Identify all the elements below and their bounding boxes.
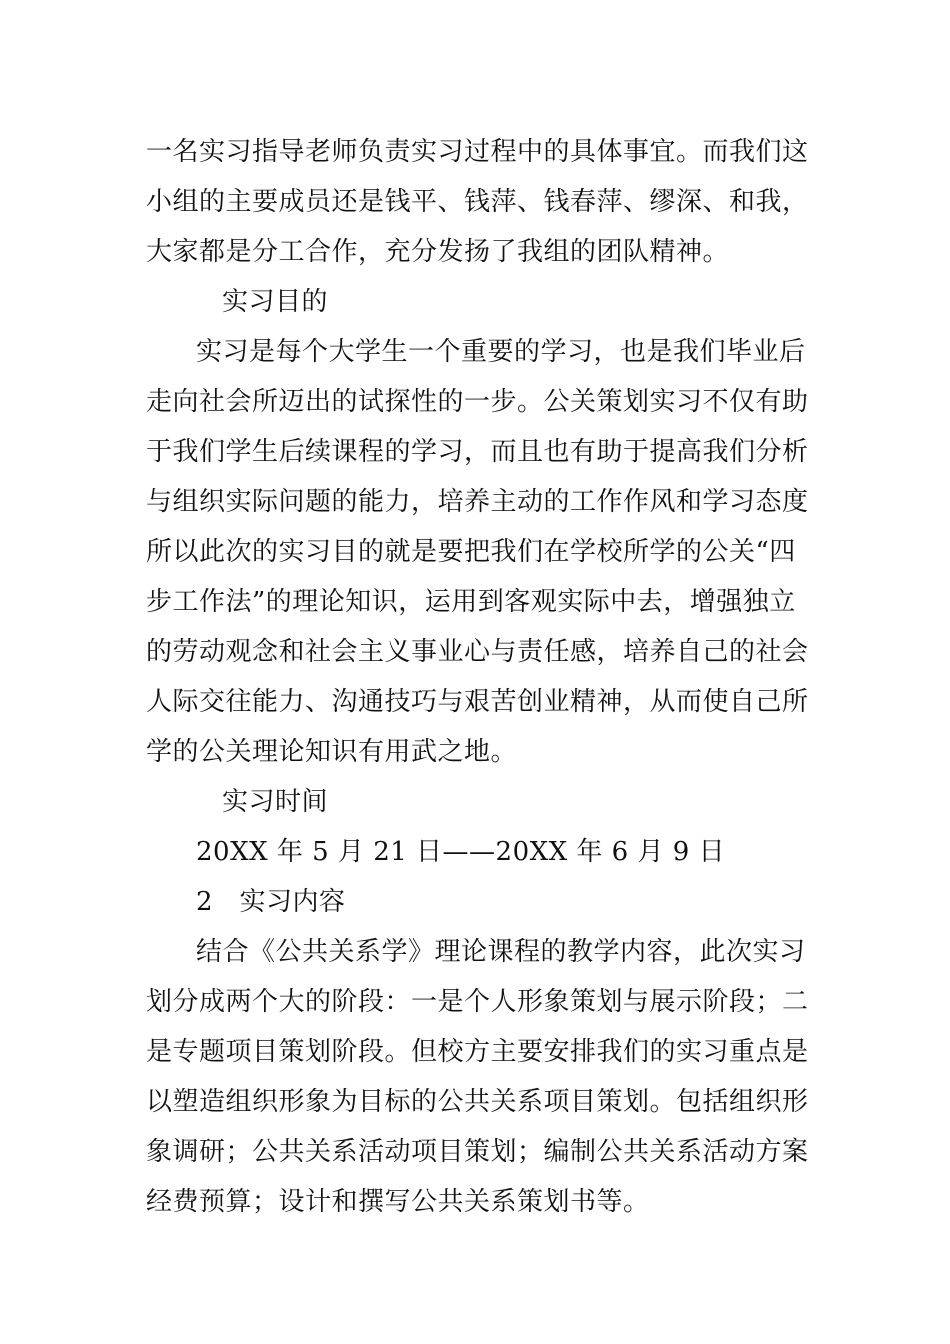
heading-time: 实习时间 — [222, 787, 329, 817]
paragraph-1-line-1: 一名实习指导老师负责实习过程中的具体事宜。而我们这 — [146, 137, 809, 167]
purpose-line-6: 步工作法”的理论知识，运用到客观实际中去，增强独立 — [146, 587, 796, 617]
purpose-line-3: 于我们学生后续课程的学习，而且也有助于提高我们分析 — [146, 437, 809, 467]
heading-purpose: 实习目的 — [222, 287, 329, 317]
purpose-line-2: 走向社会所迈出的试探性的一步。公关策划实习不仅有助 — [146, 387, 809, 417]
purpose-line-1: 实习是每个大学生一个重要的学习，也是我们毕业后 — [196, 337, 806, 367]
content-line-1: 结合《公共关系学》理论课程的教学内容，此次实习 — [196, 937, 806, 967]
content-line-3: 是专题项目策划阶段。但校方主要安排我们的实习重点是 — [146, 1037, 809, 1067]
heading-content: 2 实习内容 — [196, 887, 346, 917]
content-line-6: 经费预算；设计和撰写公共关系策划书等。 — [146, 1187, 650, 1217]
purpose-line-9: 学的公关理论知识有用武之地。 — [146, 737, 518, 767]
content-line-5: 象调研；公共关系活动项目策划；编制公共关系活动方案 — [146, 1137, 809, 1167]
purpose-line-4: 与组织实际问题的能力，培养主动的工作作风和学习态度 — [146, 487, 809, 517]
time-range: 20XX 年 5 月 21 日——20XX 年 6 月 9 日 — [196, 837, 726, 867]
content-line-4: 以塑造组织形象为目标的公共关系项目策划。包括组织形 — [146, 1087, 809, 1117]
content-line-2: 划分成两个大的阶段：一是个人形象策划与展示阶段；二 — [146, 987, 809, 1017]
paragraph-1-line-2: 小组的主要成员还是钱平、钱萍、钱春萍、缪深、和我， — [146, 187, 809, 217]
purpose-line-5: 所以此次的实习目的就是要把我们在学校所学的公关“四 — [146, 537, 796, 567]
purpose-line-7: 的劳动观念和社会主义事业心与责任感，培养自己的社会 — [146, 637, 809, 667]
purpose-line-8: 人际交往能力、沟通技巧与艰苦创业精神，从而使自己所 — [146, 687, 809, 717]
paragraph-1-line-3: 大家都是分工合作，充分发扬了我组的团队精神。 — [146, 237, 730, 267]
